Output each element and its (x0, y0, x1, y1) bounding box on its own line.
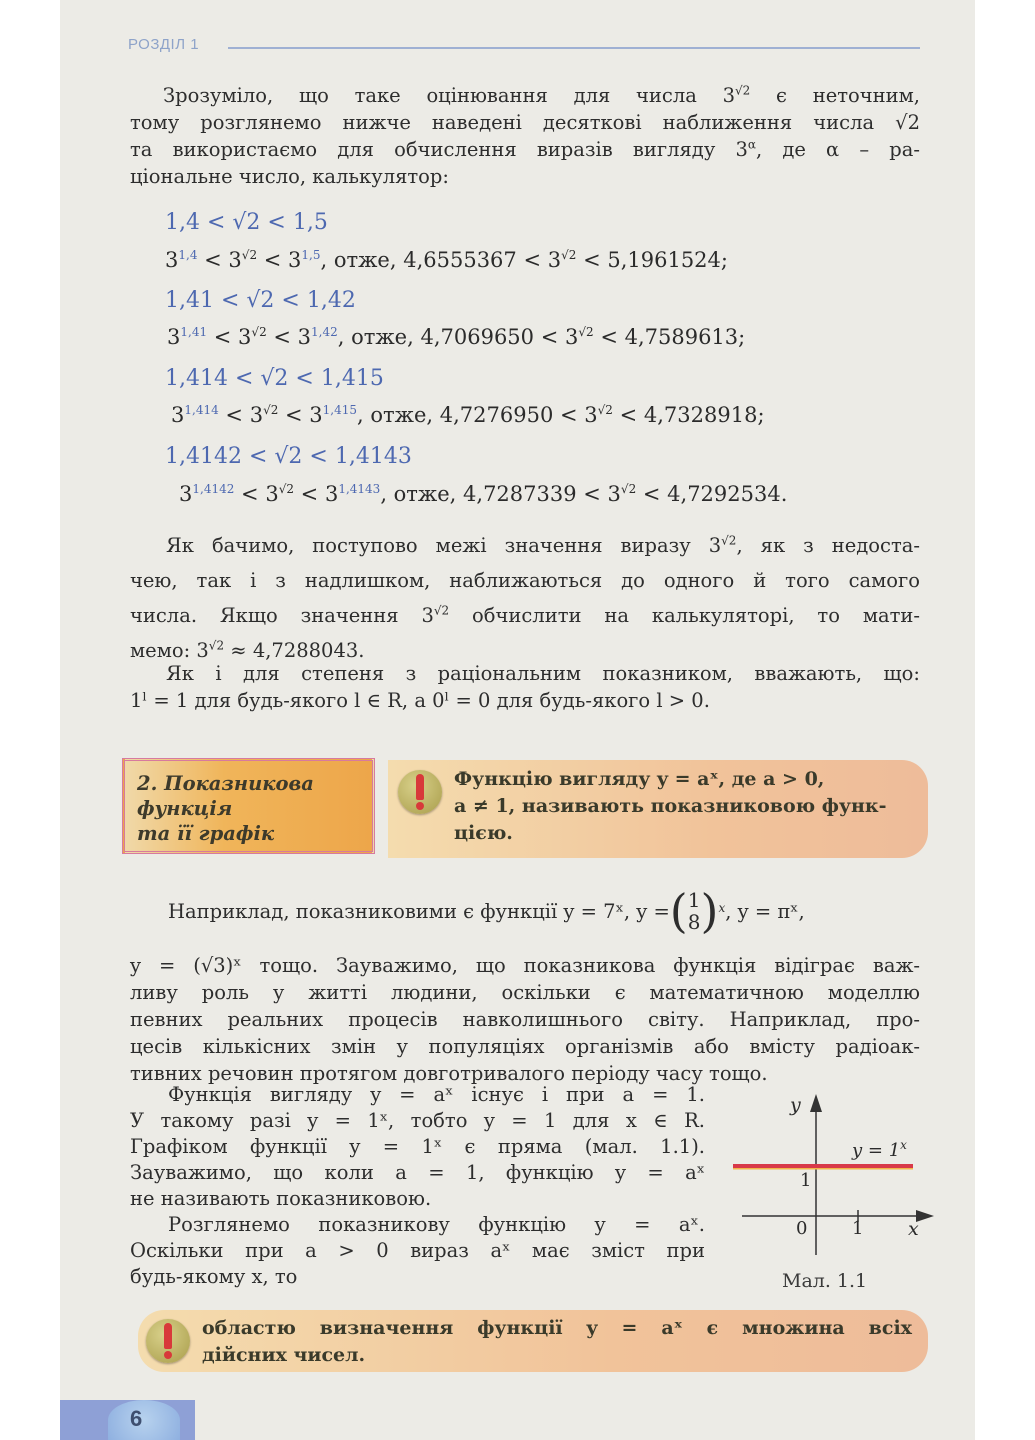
intro-paragraph (130, 82, 920, 190)
y-tick-label: 1 (800, 1170, 812, 1191)
intro-line-2: тому розглянемо нижче наведені десяткові наближення числа √2 (130, 111, 920, 134)
intro-line-4: ціональне число, калькулятор: (130, 165, 449, 188)
a1-line-4: Зауважимо, що коли a = 1, функцію y = aˣ (130, 1161, 705, 1184)
examples-line-1: Наприклад, показниковими є функції y = 7ˣ, y = ( 1 8 ) x , y = πˣ, (168, 883, 805, 938)
x-tick-label: 1 (852, 1218, 864, 1239)
examples-paragraph (130, 880, 920, 1087)
x-axis-label: x (908, 1218, 919, 1240)
intro-line-1: Зрозуміло, що таке оцінювання для числа $3^{√2}$ є неточним, (163, 83, 921, 107)
section-heading-box (122, 758, 375, 854)
intro-line-3: та використаємо для обчислення виразів вигляду $3^\alpha$, де α – ра- (130, 137, 921, 161)
a-equals-one-paragraph (130, 1082, 705, 1290)
examples-line-6: тивних речовин протягом довготривалого періоду часу тощо. (130, 1062, 768, 1085)
domain-callout (138, 1310, 928, 1372)
a1-line-3: Графіком функції y = 1ˣ є пряма (мал. 1.1). (130, 1135, 705, 1158)
conclusion-line-1: Як бачимо, поступово межі значення виразу $3^{√2}$, як з недоста- (166, 533, 920, 557)
bound-4: 1,4142 < √2 < 1,4143 (165, 444, 412, 469)
header-rule (228, 47, 920, 49)
a1-line-6: Розглянемо показникову функцію y = aˣ. (168, 1213, 705, 1236)
examples-line-5: цесів кількісних змін у популяціях організмів або вмісту радіоак- (130, 1035, 920, 1058)
exclamation-icon (146, 1319, 190, 1363)
page-number: 6 (130, 1406, 143, 1431)
section-title: 2. Показникова функція та її графік (137, 772, 314, 845)
y-axis-label: y (790, 1094, 801, 1116)
a1-line-1: Функція вигляду y = aˣ існує і при a = 1. (168, 1083, 705, 1106)
a1-line-2: У такому разі y = 1ˣ, тобто y = 1 для x ∈ R. (130, 1109, 705, 1132)
exclamation-icon (398, 770, 442, 814)
bound-3: 1,414 < √2 < 1,415 (165, 366, 384, 391)
note-line-1: Як і для степеня з раціональним показником, вважають, що: (166, 662, 920, 685)
bound-1: 1,4 < √2 < 1,5 (165, 210, 328, 235)
line-label: $y = 1^x$ (852, 1138, 907, 1161)
note-line-2: 1ˡ = 1 для будь-якого l ∈ R, а 0ˡ = 0 для будь-якого l > 0. (130, 689, 710, 712)
rational-exponent-note (130, 660, 920, 714)
figure-1-1 (730, 1090, 940, 1305)
definition-callout (388, 760, 928, 858)
conclusion-paragraph (130, 528, 920, 668)
chapter-label: РОЗДІЛ 1 (128, 36, 200, 53)
domain-text: областю визначення функції y = aˣ є множина всіх дійсних чисел. (202, 1317, 912, 1366)
power-bounds-4: $3^{1,4142} < 3^{√2} < 3^{1,4143}$, отже, $4,7287339 < 3^{√2} < 4,7292534$. (179, 482, 788, 506)
graph-y-equals-1 (730, 1090, 940, 1270)
page-number-disc (108, 1400, 180, 1440)
examples-line-2: y = (√3)ˣ тощо. Зауважимо, що показникова функція відіграє важ- (130, 954, 920, 977)
power-bounds-1: $3^{1,4} < 3^{√2} < 3^{1,5}$, отже, $4,6555367 < 3^{√2} < 5,1961524$; (165, 248, 728, 272)
examples-line-3: ливу роль у житті людини, оскільки є математичною моделлю (130, 981, 920, 1004)
origin-label: 0 (796, 1218, 808, 1239)
fraction-one-eighth: 1 8 (687, 888, 701, 934)
examples-line-4: певних реальних процесів навколишнього світу. Наприклад, про- (130, 1008, 920, 1031)
conclusion-line-4: мемо: $3^{√2} \approx 4,7288043$. (130, 638, 365, 662)
bound-2: 1,41 < √2 < 1,42 (165, 288, 356, 313)
definition-text: Функцію вигляду y = aˣ, де a > 0, a ≠ 1, називають показниковою функ- цією. (454, 768, 887, 844)
conclusion-line-2: чею, так і з надлишком, наближаються до одного й того самого (130, 569, 920, 592)
power-bounds-3: $3^{1,414} < 3^{√2} < 3^{1,415}$, отже, $4,7276950 < 3^{√2} < 4,7328918$; (171, 403, 765, 427)
power-bounds-2: $3^{1,41} < 3^{√2} < 3^{1,42}$, отже, $4,7069650 < 3^{√2} < 4,7589613$; (167, 325, 746, 349)
a1-line-5: не називають показниковою. (130, 1187, 432, 1210)
conclusion-line-3: числа. Якщо значення $3^{√2}$ обчислити на калькуляторі, то мати- (130, 603, 920, 627)
figure-caption: Мал. 1.1 (782, 1270, 868, 1292)
a1-line-8: будь-якому x, то (130, 1265, 298, 1288)
a1-line-7: Оскільки при a > 0 вираз aˣ має зміст при (130, 1239, 705, 1262)
